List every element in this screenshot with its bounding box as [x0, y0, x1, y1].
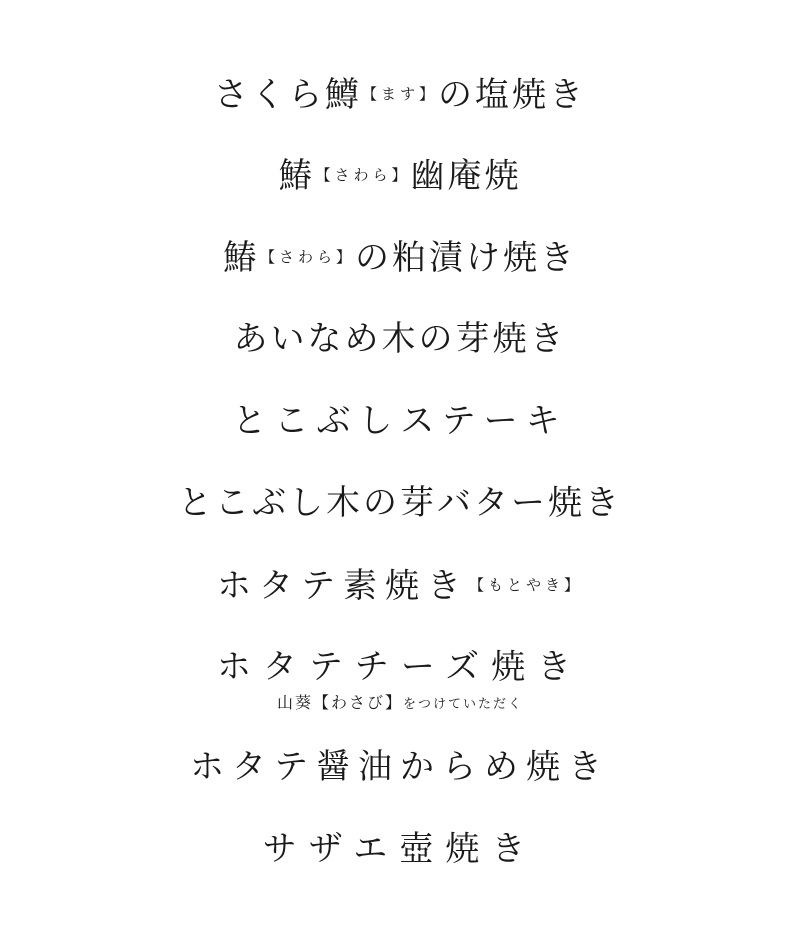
item-reading: 【もとやき】 [468, 576, 583, 594]
menu-item-hotate-motoyaki [0, 565, 800, 606]
item-name: ホタテ素焼き [216, 566, 469, 606]
item-name-suffix: 幽庵焼 [410, 156, 522, 196]
menu-item-sazae-tsuboyaki [0, 829, 800, 869]
item-name: ホタテチーズ焼き [216, 647, 584, 687]
item-name: とこぶし木の芽バター焼き [178, 483, 622, 523]
menu-item-ainame-kinome [0, 319, 800, 359]
item-name-suffix: の塩焼き [438, 75, 586, 115]
item-name-suffix: の粕漬け焼き [355, 238, 577, 278]
item-name: さくら鱒 [213, 75, 362, 115]
item-reading: 【ます】 [361, 85, 438, 103]
menu-item-sawara-yuanyaki [0, 155, 800, 196]
item-name: 鰆 [222, 238, 260, 278]
item-note [0, 693, 800, 715]
note-wasabi: 山葵【わさび】 [276, 693, 403, 712]
item-reading: 【さわら】 [259, 248, 355, 266]
menu-item-hotate-shoyu [0, 747, 800, 787]
menu-item-sawara-kasuzuke [0, 237, 800, 278]
note-instruction: をつけていただく [403, 697, 524, 712]
item-name: ホタテ醤油からめ焼き [190, 747, 610, 787]
menu-item-tokobushi-butter [0, 483, 800, 523]
item-reading: 【さわら】 [315, 166, 411, 184]
menu-item-hotate-cheese [0, 647, 800, 715]
menu-item-tokobushi-steak [0, 401, 800, 441]
item-name: とこぶしステーキ [232, 401, 568, 441]
menu-item-sakura-masu-shioyaki [0, 74, 800, 115]
item-name: あいなめ木の芽焼き [233, 319, 567, 359]
item-name: 鰆 [278, 156, 316, 196]
item-name: サザエ壺焼き [262, 829, 538, 869]
